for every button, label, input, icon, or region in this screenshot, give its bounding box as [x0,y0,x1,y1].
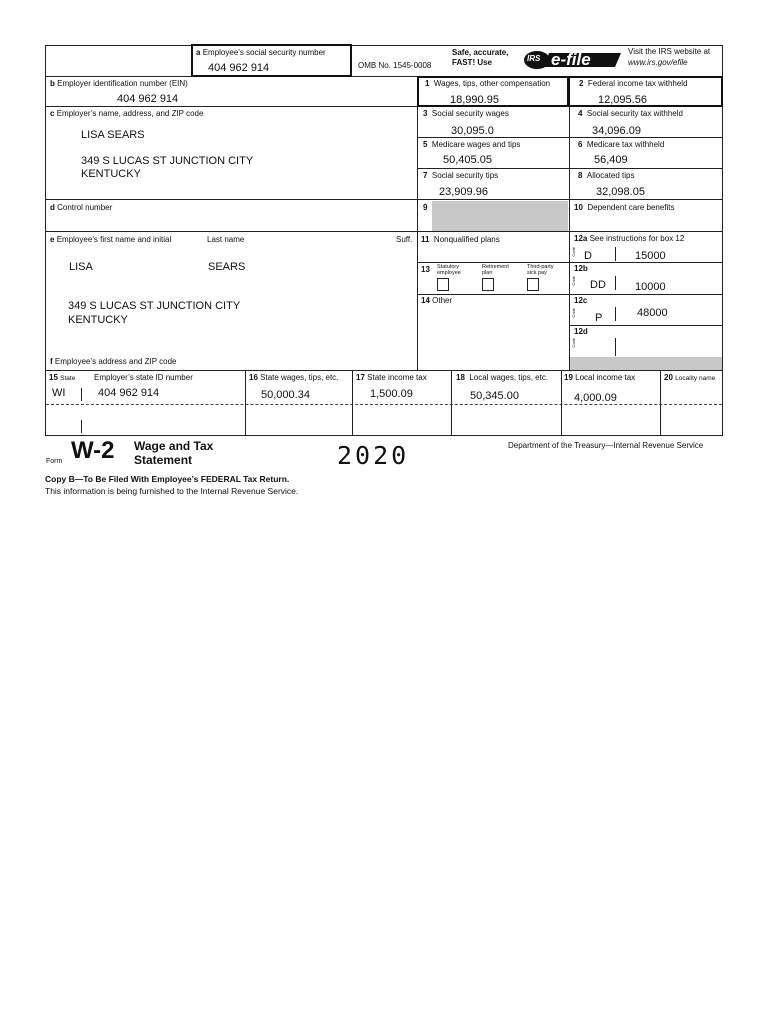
box-d: d Control number [45,200,417,232]
box-12c: 12c Code P 48000 [569,295,723,326]
employee-address-line1: 349 S LUCAS ST JUNCTION CITY [68,300,241,312]
box-14: 14 Other [421,296,453,305]
employer-address-line1: 349 S LUCAS ST JUNCTION CITY [81,155,254,167]
employee-address-line2: KENTUCKY [68,314,128,326]
box-2: 2 Federal income tax withheld 12,095.56 [568,76,723,107]
box-b: b Employer identification number (EIN) 404 962 914 [45,77,417,107]
box-7: 7 Social security tips 23,909.96 [418,169,569,200]
box-a: a Employee’s social security number 404 962 914 [191,44,352,77]
department-label: Department of the Treasury—Internal Revenue Service [508,441,704,450]
employer-address-line2: KENTUCKY [81,168,141,180]
irs-efile-link[interactable]: www.irs.gov/efile [628,58,688,67]
retirement-plan-checkbox[interactable] [482,278,494,291]
wages-value: 18,990.95 [450,94,499,106]
ssn-value: 404 962 914 [208,62,270,74]
box-4: 4 Social security tax withheld 34,096.09 [569,107,723,138]
box-10: 10 Dependent care benefits [569,200,723,232]
omb-number: OMB No. 1545-0008 [358,61,432,70]
employee-last-name: SEARS [208,261,246,273]
third-party-sick-pay-checkbox[interactable] [527,278,539,291]
state-income-tax: 1,500.09 [370,388,413,400]
form-title-line2: Statement [134,453,193,467]
employer-name: LISA SEARS [81,129,145,141]
box-12b: 12b Code DD 10000 [569,263,723,295]
ein-value: 404 962 914 [117,93,179,105]
copy-b-line: Copy B—To Be Filed With Employee’s FEDERAL Tax Return. [45,474,290,484]
irs-efile-logo: IRS e-file [523,49,623,71]
box-5: 5 Medicare wages and tips 50,405.05 [418,138,569,169]
box-13: 13 Statutory employee Retirement plan Third-party sick pay [418,263,569,295]
local-wages: 50,345.00 [470,390,519,402]
box-12a: 12a See instructions for box 12 Code D 15000 [569,232,723,263]
state-id: 404 962 914 [98,387,160,399]
local-income-tax: 4,000.09 [574,392,617,404]
box-1: 1 Wages, tips, other compensation 18,990.95 [417,76,569,107]
box-11: 11 Nonqualified plans [418,232,569,263]
box-12d: 12d Code [569,326,723,357]
box-6: 6 Medicare tax withheld 56,409 [569,138,723,169]
form-title-line1: Wage and Tax [134,439,214,453]
box-e-f: e Employee’s first name and initial Last name Suff. LISA SEARS 349 S LUCAS ST JUNCTION CITY KENTUCKY f Employee’s address and ZIP code [50,235,413,366]
box-9: 9 [418,200,569,232]
box-3: 3 Social security wages 30,095.0 [418,107,569,138]
federal-tax-value: 12,095.56 [598,94,647,106]
state-code: WI [52,387,66,399]
form-name: W-2 [71,437,115,464]
box-8: 8 Allocated tips 32,098.05 [569,169,723,200]
tax-year: 2020 [337,441,410,470]
state-wages: 50,000.34 [261,389,310,401]
box-c: c Employer’s name, address, and ZIP code LISA SEARS 349 S LUCAS ST JUNCTION CITY KENTUCKY [45,107,417,200]
info-line: This information is being furnished to the Internal Revenue Service. [45,486,299,496]
statutory-employee-checkbox[interactable] [437,278,449,291]
employee-first-name: LISA [69,261,93,273]
